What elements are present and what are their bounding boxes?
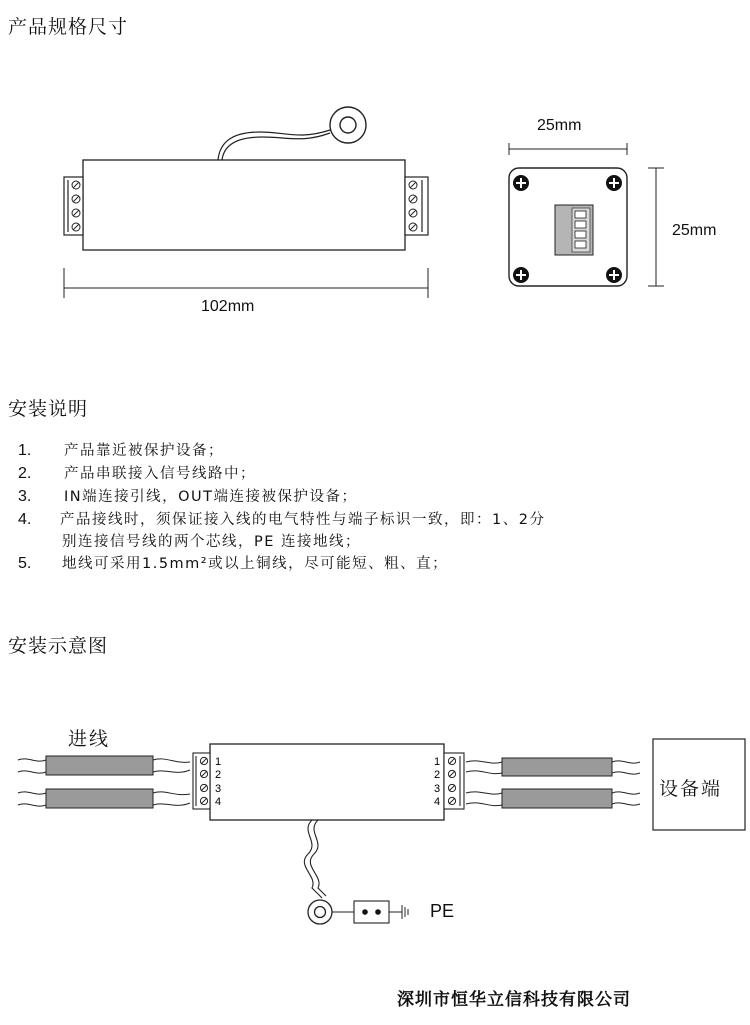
instruction-item bbox=[18, 462, 256, 483]
instruction-text: IN端连接引线，OUT端连接被保护设备； bbox=[64, 489, 358, 505]
pe-label: PE bbox=[430, 901, 455, 921]
dimension-drawing bbox=[0, 0, 750, 340]
ground-wire bbox=[304, 820, 354, 924]
installation-diagram bbox=[0, 720, 750, 960]
instruction-item bbox=[18, 552, 448, 573]
diagram-product-body bbox=[210, 744, 444, 820]
terminal-number-right: 4 bbox=[434, 796, 441, 808]
screw-icon bbox=[606, 267, 622, 283]
screw-icon bbox=[513, 175, 529, 191]
incoming-line-label: 进线 bbox=[68, 728, 111, 750]
device-label: 设备端 bbox=[659, 778, 723, 800]
ground-ring-terminal bbox=[308, 900, 332, 924]
instruction-text: 产品靠近被保护设备； bbox=[64, 443, 224, 459]
left-terminal-block bbox=[64, 177, 83, 235]
terminal-number-left: 4 bbox=[215, 796, 222, 808]
diagram-left-terminal bbox=[193, 753, 210, 809]
instruction-text: 产品接线时，须保证接入线的电气特性与端子标识一致，即：1、2分 bbox=[60, 512, 546, 528]
terminal-number-right: 2 bbox=[434, 769, 441, 781]
instruction-number: 3. bbox=[18, 488, 32, 505]
product-side-view bbox=[509, 143, 664, 286]
instruction-number: 4. bbox=[18, 511, 32, 528]
side-connector bbox=[555, 205, 593, 255]
install-heading: 安装说明 bbox=[8, 398, 89, 420]
ground-connector bbox=[354, 901, 402, 923]
incoming-cable bbox=[18, 756, 190, 775]
side-height-label: 25mm bbox=[672, 222, 717, 239]
outgoing-cable bbox=[466, 789, 640, 808]
product-top-view bbox=[64, 107, 428, 298]
width-label: 102mm bbox=[201, 298, 255, 315]
terminal-number-left: 2 bbox=[215, 769, 222, 781]
screw-icon bbox=[513, 267, 529, 283]
product-body bbox=[83, 160, 405, 250]
incoming-cable bbox=[18, 789, 190, 808]
instruction-text: 地线可采用1.5mm²或以上铜线，尽可能短、粗、直； bbox=[62, 556, 449, 572]
instruction-item bbox=[18, 530, 361, 551]
screw-icon bbox=[606, 175, 622, 191]
instruction-number: 1. bbox=[18, 442, 32, 459]
spec-heading: 产品规格尺寸 bbox=[8, 16, 129, 38]
ground-icon bbox=[402, 905, 408, 919]
instruction-item bbox=[18, 508, 545, 529]
instruction-number: 5. bbox=[18, 555, 32, 572]
width-dimension bbox=[64, 268, 428, 298]
terminal-number-right: 1 bbox=[434, 756, 441, 768]
instruction-text: 产品串联接入信号线路中； bbox=[64, 466, 256, 482]
terminal-number-right: 3 bbox=[434, 783, 441, 795]
side-height-dimension bbox=[648, 168, 664, 286]
right-terminal-block bbox=[405, 177, 428, 235]
terminal-number-left: 3 bbox=[215, 783, 222, 795]
side-width-label: 25mm bbox=[537, 117, 582, 134]
company-name: 深圳市恒华立信科技有限公司 bbox=[397, 990, 631, 1010]
diagram-right-terminal bbox=[444, 753, 464, 809]
instruction-text: 别连接信号线的两个芯线，PE 连接地线； bbox=[62, 534, 362, 550]
instruction-item bbox=[18, 485, 358, 506]
terminal-number-left: 1 bbox=[215, 756, 222, 768]
outgoing-cable bbox=[466, 758, 640, 776]
diagram-heading: 安装示意图 bbox=[8, 635, 109, 657]
side-width-dimension bbox=[509, 143, 627, 155]
ground-ring-terminal bbox=[330, 107, 366, 143]
instruction-item bbox=[18, 439, 224, 460]
instruction-number: 2. bbox=[18, 465, 32, 482]
